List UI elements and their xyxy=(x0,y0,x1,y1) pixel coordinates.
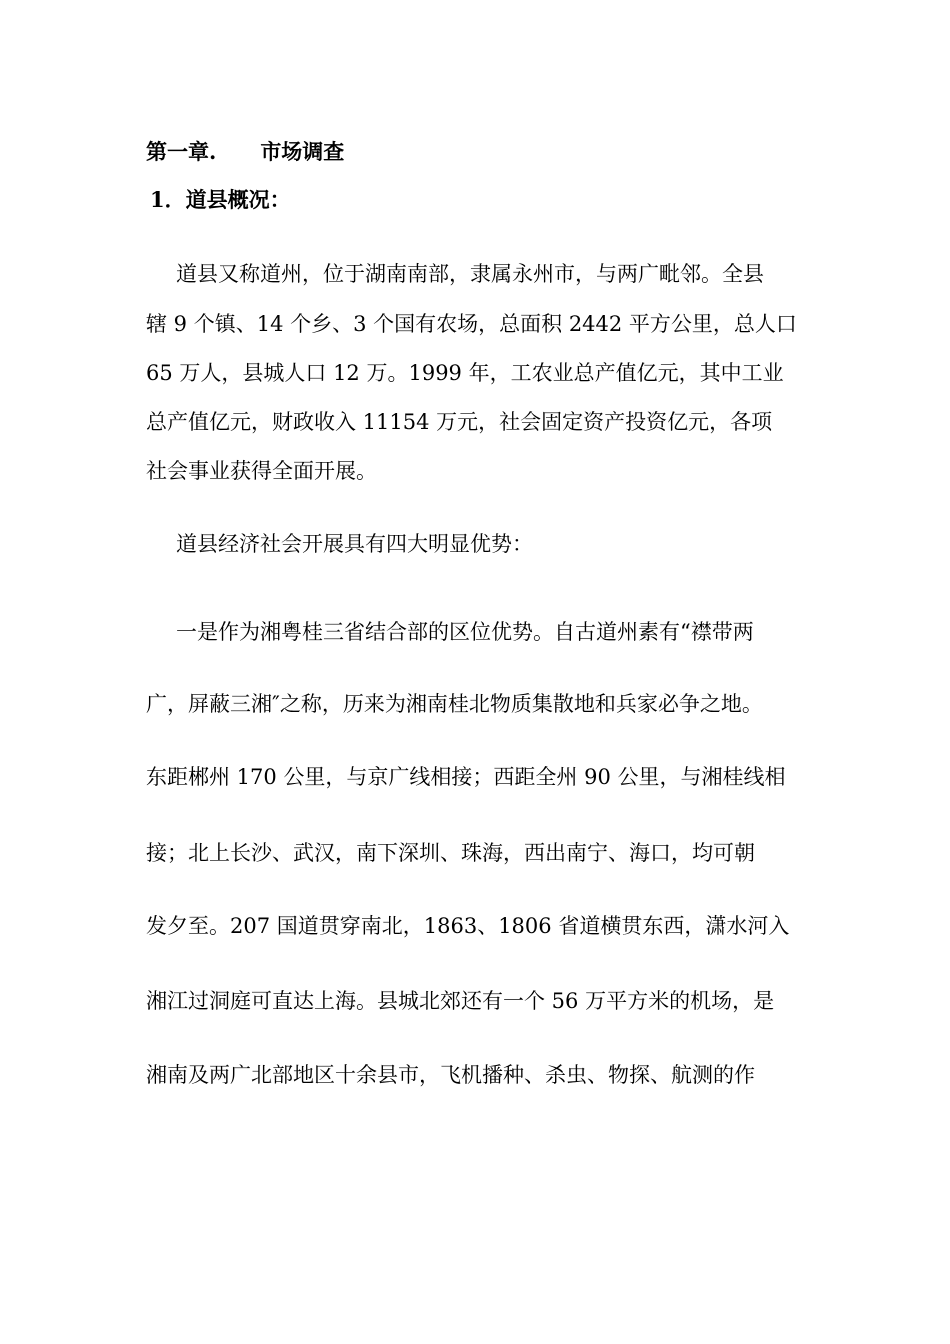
paragraph-line: 辖 9 个镇、14 个乡、3 个国有农场，总面积 2442 平方公里，总人口 xyxy=(146,312,797,336)
chapter-title: 市场调查 xyxy=(260,139,345,164)
section-heading: 1．道县概况： xyxy=(150,187,291,212)
paragraph-line: 东距郴州 170 公里，与京广线相接；西距全州 90 公里，与湘桂线相 xyxy=(146,765,786,789)
paragraph-line: 总产值亿元，财政收入 11154 万元，社会固定资产投资亿元，各项 xyxy=(146,410,773,434)
paragraph-line: 社会事业获得全面开展。 xyxy=(146,459,377,483)
paragraph-line: 接；北上长沙、武汉，南下深圳、珠海，西出南宁、海口，均可朝 xyxy=(146,841,755,865)
chapter-heading xyxy=(146,136,344,168)
paragraph-line: 65 万人，县城人口 12 万。1999 年，工农业总产值亿元，其中工业 xyxy=(146,361,784,385)
paragraph-line: 一是作为湘粤桂三省结合部的区位优势。自古道州素有“襟带两 xyxy=(176,620,754,644)
paragraph-line: 发夕至。207 国道贯穿南北，1863、1806 省道横贯东西，潇水河入 xyxy=(146,914,790,938)
paragraph-line: 湘南及两广北部地区十余县市，飞机播种、杀虫、物探、航测的作 xyxy=(146,1063,755,1087)
paragraph-line: 广，屏蔽三湘″之称，历来为湘南桂北物质集散地和兵家必争之地。 xyxy=(146,692,763,716)
paragraph-line: 道县经济社会开展具有四大明显优势： xyxy=(176,532,533,556)
paragraph-line: 道县又称道州，位于湖南南部，隶属永州市，与两广毗邻。全县 xyxy=(176,262,764,286)
paragraph-line: 湘江过洞庭可直达上海。县城北郊还有一个 56 万平方米的机场，是 xyxy=(146,989,775,1013)
chapter-number: 第一章. xyxy=(146,139,217,164)
